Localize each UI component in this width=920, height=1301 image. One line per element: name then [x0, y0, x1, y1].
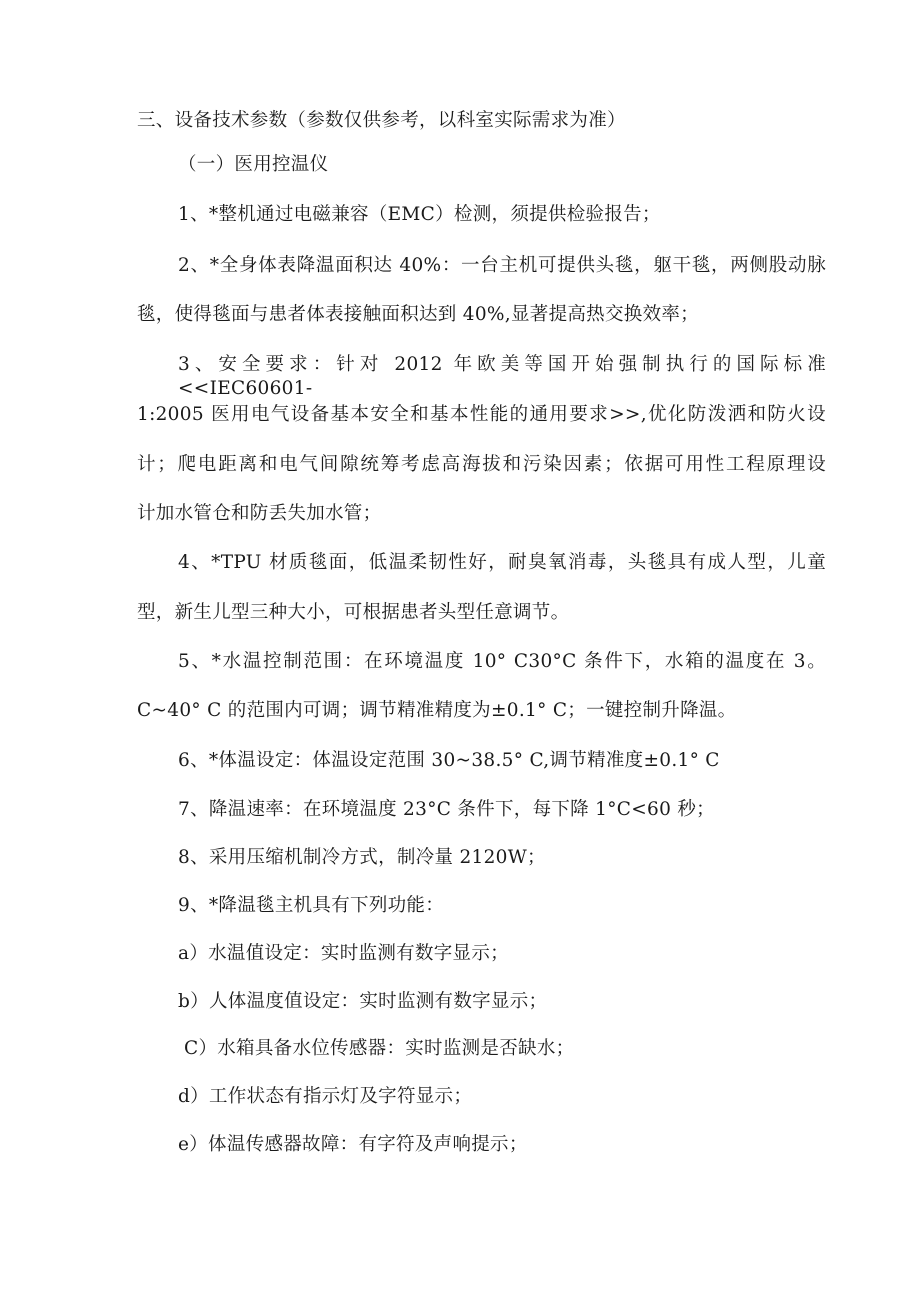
sub-item-e: e）体温传感器故障：有字符及声响提示；	[178, 1134, 528, 1155]
sub-item-c: C）水箱具备水位传感器：实时监测是否缺水；	[184, 1038, 575, 1059]
sub-item-d: d）工作状态有指示灯及字符显示；	[178, 1086, 473, 1107]
paragraph-item-3-line-4: 计加水管仓和防丢失加水管；	[137, 503, 382, 524]
paragraph-item-5-line-2: C~40° C 的范围内可调；调节精准精度为±0.1° C；一键控制升降温。	[137, 700, 737, 721]
paragraph-item-4-line-2: 型，新生儿型三种大小，可根据患者头型任意调节。	[137, 602, 570, 623]
paragraph-item-2-line-2: 毯，使得毯面与患者体表接触面积达到 40%,显著提高热交换效率；	[137, 304, 699, 325]
paragraph-item-6-line-1: 6、*体温设定：体温设定范围 30~38.5° C,调节精准度±0.1° C	[178, 750, 720, 771]
paragraph-item-5-line-1: 5、*水温控制范围：在环境温度 10° C30°C 条件下，水箱的温度在 3。	[178, 651, 826, 672]
sub-item-b: b）人体温度值设定：实时监测有数字显示；	[178, 991, 548, 1012]
paragraph-item-8-line-1: 8、采用压缩机制冷方式，制冷量 2120W；	[178, 847, 546, 868]
subsection-heading: （一）医用控温仪	[178, 154, 329, 175]
paragraph-item-7-line-1: 7、降温速率：在环境温度 23°C 条件下，每下降 1°C<60 秒；	[178, 799, 715, 820]
paragraph-item-2-line-1: 2、*全身体表降温面积达 40%：一台主机可提供头毯，躯干毯，两侧股动脉	[178, 255, 826, 276]
paragraph-item-3-line-1: 3、安全要求：针对 2012 年欧美等国开始强制执行的国际标准<<IEC60601-	[178, 354, 826, 399]
paragraph-item-3-line-2: 1:2005 医用电气设备基本安全和基本性能的通用要求>>,优化防泼洒和防火设	[137, 404, 826, 425]
paragraph-item-3-line-3: 计；爬电距离和电气间隙统筹考虑高海拔和污染因素；依据可用性工程原理设	[137, 454, 826, 475]
sub-item-a: a）水温值设定：实时监测有数字显示；	[178, 943, 509, 964]
paragraph-item-9-line-1: 9、*降温毯主机具有下列功能：	[178, 895, 445, 916]
paragraph-item-4-line-1: 4、*TPU 材质毯面，低温柔韧性好，耐臭氧消毒，头毯具有成人型，儿童	[178, 552, 826, 573]
paragraph-item-1-line-1: 1、*整机通过电磁兼容（EMC）检测，须提供检验报告；	[178, 204, 661, 225]
section-heading: 三、设备技术参数（参数仅供参考，以科室实际需求为准）	[137, 110, 626, 131]
